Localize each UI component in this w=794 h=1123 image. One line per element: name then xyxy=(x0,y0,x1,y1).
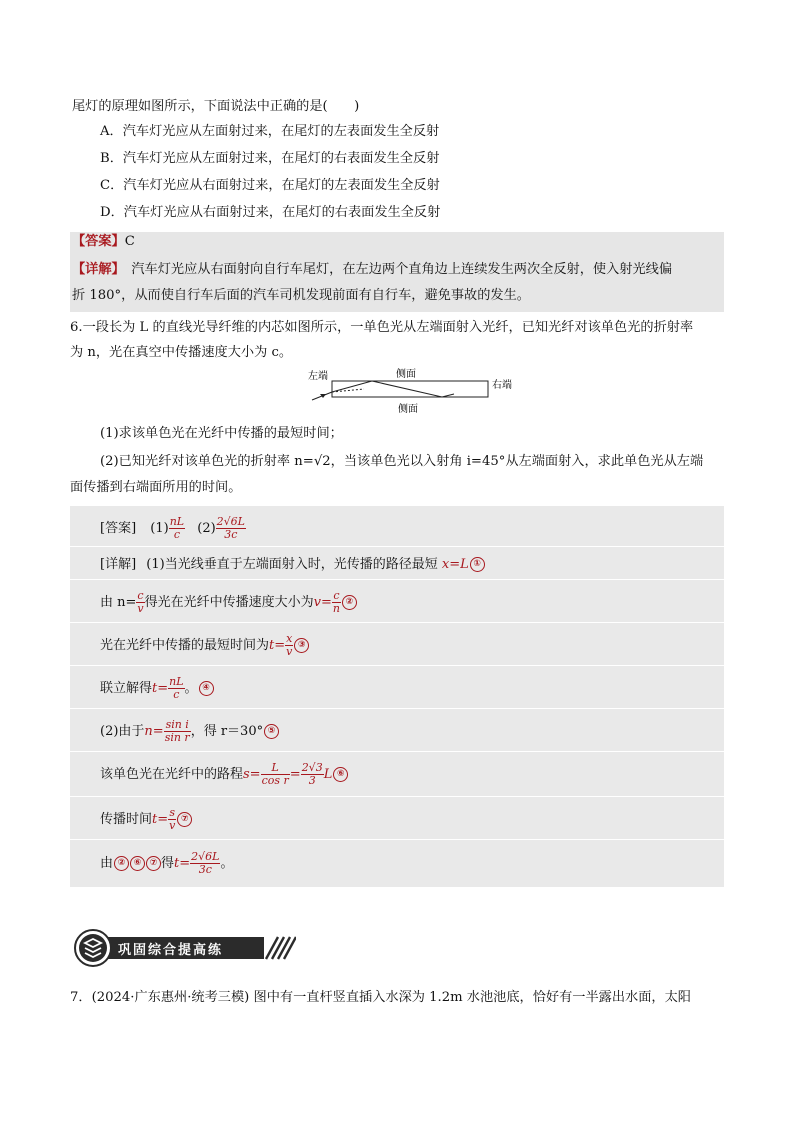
step5-eq: n= xyxy=(144,724,164,739)
ans2-prefix: (2) xyxy=(197,521,216,536)
circle-2-ref: ② xyxy=(114,856,129,871)
step5-result: ，得 r＝30° xyxy=(190,724,264,739)
fig-label-top: 侧面 xyxy=(396,369,416,380)
circle-1: ① xyxy=(470,557,485,572)
step8-text-b: 得 xyxy=(161,856,175,871)
step7-eq: t= xyxy=(152,812,169,827)
circle-3: ③ xyxy=(294,638,309,653)
step8-fraction: $\frac{2√6L}{3c}$ xyxy=(191,850,220,876)
step6-eq: s= xyxy=(243,767,261,782)
q7-line: 7．(2024·广东惠州·统考三模) 图中有一直杆竖直插入水深为 1.2m 水池池底，恰好有一半露出水面，太阳 xyxy=(70,990,691,1005)
solution-row-2 xyxy=(70,580,724,623)
q6-line2: 为 n，光在真空中传播速度大小为 c。 xyxy=(70,345,293,360)
detail-line-5b: 折 180°，从而使自行车后面的汽车司机发现前面有自行车，避免事故的发生。 xyxy=(72,288,530,303)
solution-answer-label: [答案] xyxy=(100,521,137,536)
step6-end: L xyxy=(323,767,333,782)
solution-detail-label: [详解] xyxy=(100,557,137,572)
circle-7-ref: ⑦ xyxy=(146,856,161,871)
circle-7: ⑦ xyxy=(177,812,192,827)
step6-fraction-1: $\frac{L}{\text{cos r}}$ xyxy=(261,761,289,787)
answer-label: 【答案】 xyxy=(72,234,125,249)
step3-fraction: $\frac{x}{v}$ xyxy=(286,632,293,658)
ans2-fraction: $\frac{2√6L}{3c}$ xyxy=(216,515,245,541)
step2-prefix: 由 n= xyxy=(100,595,137,610)
step6-text: 该单色光在光纤中的路程 xyxy=(100,767,244,782)
q6-sub1: (1)求该单色光在光纤中传播的最短时间； xyxy=(100,426,343,441)
step6-fraction-2: $\frac{2√3}{3}$ xyxy=(301,761,323,787)
solution-row-5 xyxy=(70,709,724,752)
solution-row-6 xyxy=(70,752,724,797)
q6-sub2b: 面传播到右端面所用的时间。 xyxy=(70,480,242,495)
step4-text: 联立解得 xyxy=(100,681,153,696)
step8-eq: t= xyxy=(174,856,191,871)
detail-text-1: 汽车灯光应从右面射向自行车尾灯，在左边两个直角边上连续发生两次全反射，使入射光线偏 xyxy=(118,262,673,277)
step7-text: 传播时间 xyxy=(100,812,153,827)
circle-6-ref: ⑥ xyxy=(130,856,145,871)
question-intro: 尾灯的原理如图所示，下面说法中正确的是( ) xyxy=(72,99,360,114)
banner-title: 巩固综合提高练 xyxy=(118,943,224,958)
answer-block-5 xyxy=(70,232,724,312)
ans1-fraction: $\frac{nL}{c}$ xyxy=(169,515,185,541)
step5-fraction: $\frac{\text{sin i}}{\text{sin r}}$ xyxy=(164,718,190,744)
step6-eq2: = xyxy=(289,767,301,782)
step2-fraction-2: $\frac{c}{n}$ xyxy=(332,589,340,615)
option-b: B．汽车灯光应从左面射过来，在尾灯的右表面发生全反射 xyxy=(100,151,440,166)
step3-text: 光在光纤中传播的最短时间为 xyxy=(100,638,270,653)
step7-fraction: $\frac{s}{v}$ xyxy=(169,806,176,832)
ans1-prefix: (1) xyxy=(150,521,169,536)
section-banner xyxy=(74,929,296,967)
step2-text: 得光在光纤中传播速度大小为 xyxy=(144,595,314,610)
step4-eq: t= xyxy=(152,681,169,696)
step4-end: 。 xyxy=(184,681,198,696)
option-d: D．汽车灯光应从右面射过来，在尾灯的右表面发生全反射 xyxy=(100,205,441,220)
solution-row-answer xyxy=(70,506,724,547)
detail-line-5a xyxy=(72,260,672,280)
step1-text: (1)当光线垂直于左端面射入时，光传播的路径最短 xyxy=(146,557,438,572)
answer-value: C xyxy=(124,234,135,249)
solution-row-3 xyxy=(70,623,724,666)
detail-label: 【详解】 xyxy=(72,262,119,277)
q6-line1: 6.一段长为 L 的直线光导纤维的内芯如图所示，一单色光从左端面射入光纤，已知光纤对该单色光的折射率 xyxy=(70,320,694,335)
solution-row-7 xyxy=(70,797,724,840)
q6-sub2a: (2)已知光纤对该单色光的折射率 n=√2，当该单色光以入射角 i=45°从左端面射入，求此单色光从左端 xyxy=(100,454,704,469)
circle-2: ② xyxy=(342,595,357,610)
fig-label-right: 右端 xyxy=(492,380,512,391)
fiber-core-rect xyxy=(332,381,488,397)
banner-stripes xyxy=(266,937,296,959)
step8-end: 。 xyxy=(220,856,234,871)
step2-fraction-1: $\frac{c}{v}$ xyxy=(137,589,144,615)
fiber-figure xyxy=(304,366,520,416)
option-c: C．汽车灯光应从右面射过来，在尾灯的左表面发生全反射 xyxy=(100,178,440,193)
fig-label-bottom: 侧面 xyxy=(398,404,418,415)
step4-fraction: $\frac{nL}{c}$ xyxy=(169,675,184,701)
step1-eq: x=L xyxy=(441,557,469,572)
answer-line-5 xyxy=(72,232,135,252)
solution-row-8 xyxy=(70,840,724,888)
step5-text: (2)由于 xyxy=(100,724,145,739)
fig-label-left: 左端 xyxy=(308,371,328,382)
solution-row-4 xyxy=(70,666,724,709)
circle-4: ④ xyxy=(199,681,214,696)
refracted-ray-path xyxy=(332,381,454,397)
option-a: A．汽车灯光应从左面射过来，在尾灯的左表面发生全反射 xyxy=(100,124,440,139)
circle-5: ⑤ xyxy=(264,724,279,739)
step2-eq: v= xyxy=(313,595,332,610)
solution-row-1 xyxy=(70,547,724,580)
step3-eq: t= xyxy=(269,638,286,653)
circle-6: ⑥ xyxy=(333,767,348,782)
step8-text: 由 xyxy=(100,856,114,871)
